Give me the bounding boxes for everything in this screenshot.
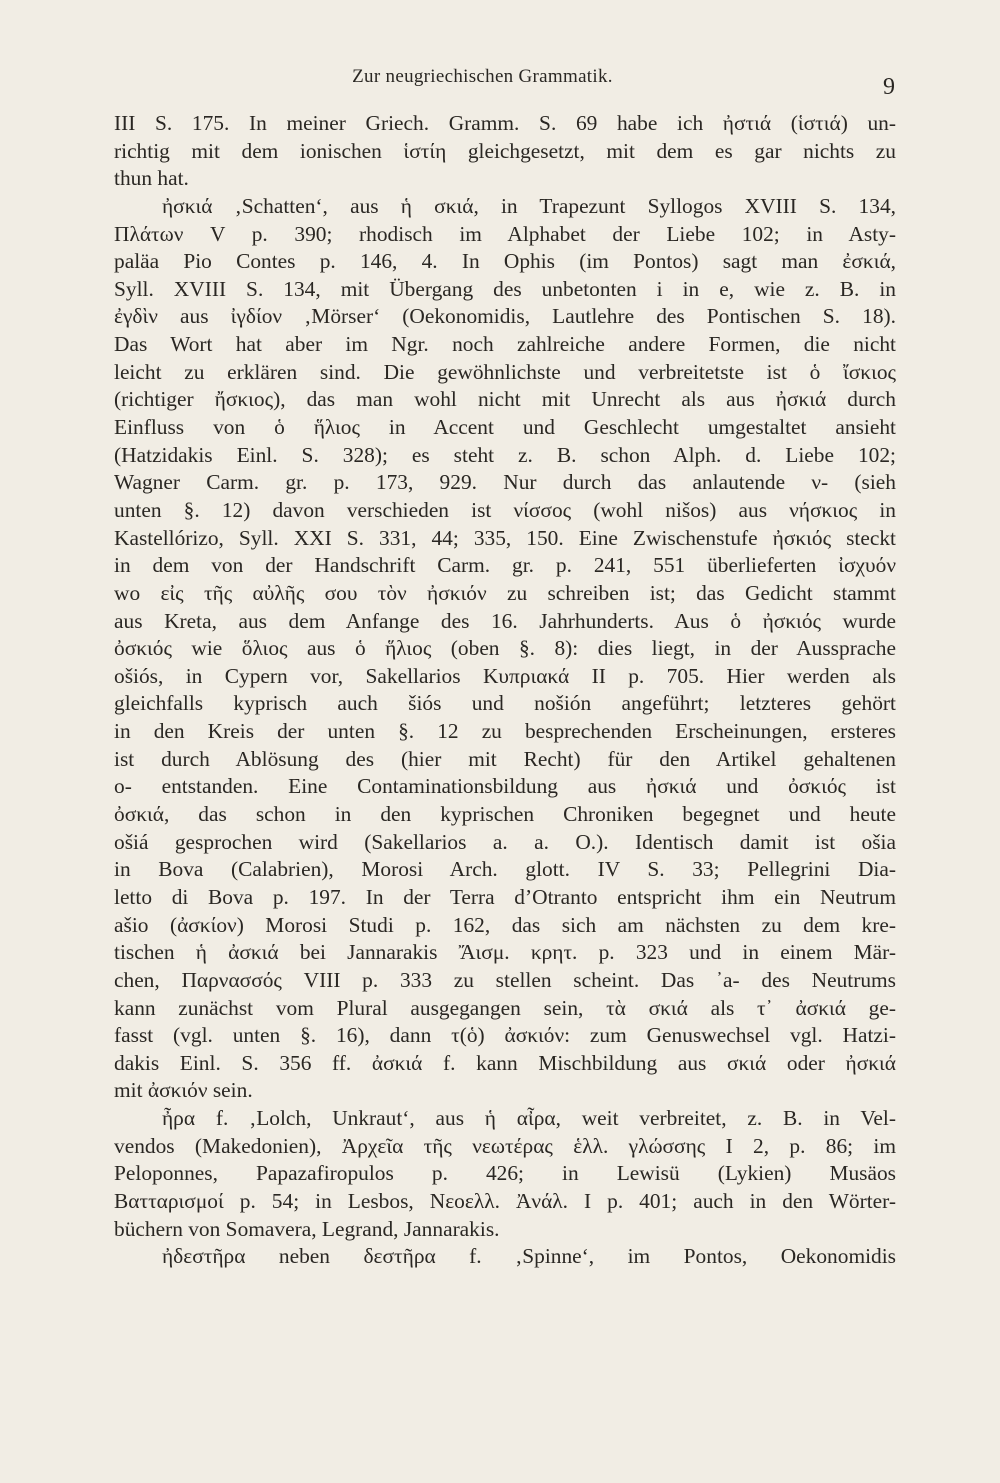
text-line: o- entstanden. Eine Contaminationsbildung aus ἠσκιά und ὀσκιός ist [114,774,896,799]
text-line: tischen ἡ ἀσκιά bei Jannarakis Ἄισμ. κρητ. p. 323 und in einem Mär- [114,940,896,965]
text-line: Wagner Carm. gr. p. 173, 929. Nur durch das anlautende ν- (sieh [114,470,896,495]
text-line: in Bova (Calabrien), Morosi Arch. glott. IV S. 33; Pellegrini Dia- [114,857,896,882]
text-line: III S. 175. In meiner Griech. Gramm. S. 69 habe ich ἠστιά (ἱστιά) un- [114,111,896,135]
text-line: ἠσκιά ‚Schatten‘, aus ἡ σκιά, in Trapezunt Syllogos XVIII S. 134, [162,193,896,218]
text-line: fasst (vgl. unten §. 16), dann τ(ὁ) ἀσκιόν: zum Genuswechsel vgl. Hatzi- [114,1023,896,1048]
text-line: ὀσκιά, das schon in den kyprischen Chroniken begegnet und heute [114,802,896,827]
text-line: unten §. 12) davon verschieden ist νίσσος (wohl nišos) aus νήσκιος in [114,497,896,522]
text-line: vendos (Makedonien), Ἀρχεῖα τῆς νεωτέρας ἑλλ. γλώσσης I 2, p. 86; im [114,1133,896,1158]
text-line: wo εἰς τῆς αὐλῆς σου τὸν ἠσκιόν zu schreiben ist; das Gedicht stammt [114,580,896,605]
text-line: Πλάτων V p. 390; rhodisch im Alphabet der Liebe 102; in Asty- [114,221,896,246]
text-line: ἠδεστῆρα neben δεστῆρα f. ‚Spinne‘, im Pontos, Oekonomidis [162,1244,896,1269]
text-line: Einfluss von ὁ ἥλιος in Accent und Geschlecht umgestaltet ansieht [114,415,896,440]
text-line: mit ἀσκιόν sein. [114,1078,253,1103]
text-line: ošiós, in Cypern vor, Sakellarios Κυπριακά II p. 705. Hier werden als [114,663,896,688]
text-line: ὀσκιός wie ὅλιος aus ὁ ἥλιος (oben §. 8): dies liegt, in der Aussprache [114,636,896,661]
text-line: paläa Pio Contes p. 146, 4. In Ophis (im Pontos) sagt man ἐσκιά, [114,249,896,274]
text-line: Kastellórizo, Syll. XXI S. 331, 44; 335, 150. Eine Zwischenstufe ἠσκιός steckt [114,525,896,550]
text-line: Das Wort hat aber im Ngr. noch zahlreiche andere Formen, die nicht [114,332,896,357]
body-text [114,110,896,1271]
text-line: (richtiger ἤσκιος), das man wohl nicht mit Unrecht als aus ἠσκιά durch [114,387,896,412]
running-title: Zur neugriechischen Grammatik. [352,66,613,87]
text-line: in dem von der Handschrift Carm. gr. p. 241, 551 überlieferten ἰσχυόν [114,553,896,578]
text-line: Syll. XVIII S. 134, mit Übergang des unbetonten i in e, wie z. B. in [114,276,896,301]
text-line: (Hatzidakis Einl. S. 328); es steht z. B. schon Alph. d. Liebe 102; [114,442,896,467]
text-line: letto di Bova p. 197. In der Terra d’Otranto entspricht ihm ein Neutrum [114,884,896,909]
text-line: büchern von Somavera, Legrand, Jannarakis. [114,1216,500,1241]
text-line: thun hat. [114,166,189,191]
text-line: in den Kreis der unten §. 12 zu besprechenden Erscheinungen, ersteres [114,719,896,744]
text-line: aus Kreta, aus dem Anfange des 16. Jahrhunderts. Aus ὁ ἠσκιός wurde [114,608,896,633]
text-line: ἦρα f. ‚Lolch, Unkraut‘, aus ἡ αἶρα, weit verbreitet, z. B. in Vel- [162,1106,896,1131]
text-line: Βατταρισμοί p. 54; in Lesbos, Νεοελλ. Ἀνάλ. I p. 401; auch in den Wörter- [114,1188,896,1213]
text-line: ašio (ἀσκίον) Morosi Studi p. 162, das sich am nächsten zu dem kre- [114,912,896,937]
text-line: dakis Einl. S. 356 ff. ἀσκιά f. kann Mischbildung aus σκιά oder ἠσκιά [114,1050,896,1075]
page-number: 9 [883,74,895,100]
text-line: kann zunächst vom Plural ausgegangen sein, τὰ σκιά als τ᾽ ἀσκιά ge- [114,995,896,1020]
text-line: richtig mit dem ionischen ἱστίη gleichgesetzt, mit dem es gar nichts zu [114,138,896,163]
page-header [110,66,895,106]
text-line: Peloponnes, Papazafiropulos p. 426; in Lewisü (Lykien) Musäos [114,1161,896,1186]
text-line: gleichfalls kyprisch auch šiós und nošión angeführt; letzteres gehört [114,691,896,716]
text-line: chen, Παρνασσός VIII p. 333 zu stellen scheint. Das ᾽a- des Neutrums [114,967,896,992]
text-line: leicht zu erklären sind. Die gewöhnlichste und verbreitetste ist ὁ ἴσκιος [114,359,896,384]
text-line: ist durch Ablösung des (hier mit Recht) für den Artikel gehaltenen [114,746,896,771]
text-line: ἐγδὶν aus ἰγδίον ‚Mörser‘ (Oekonomidis, Lautlehre des Pontischen S. 18). [114,304,896,329]
text-line: ošiá gesprochen wird (Sakellarios a. a. O.). Identisch damit ist ošia [114,829,896,854]
